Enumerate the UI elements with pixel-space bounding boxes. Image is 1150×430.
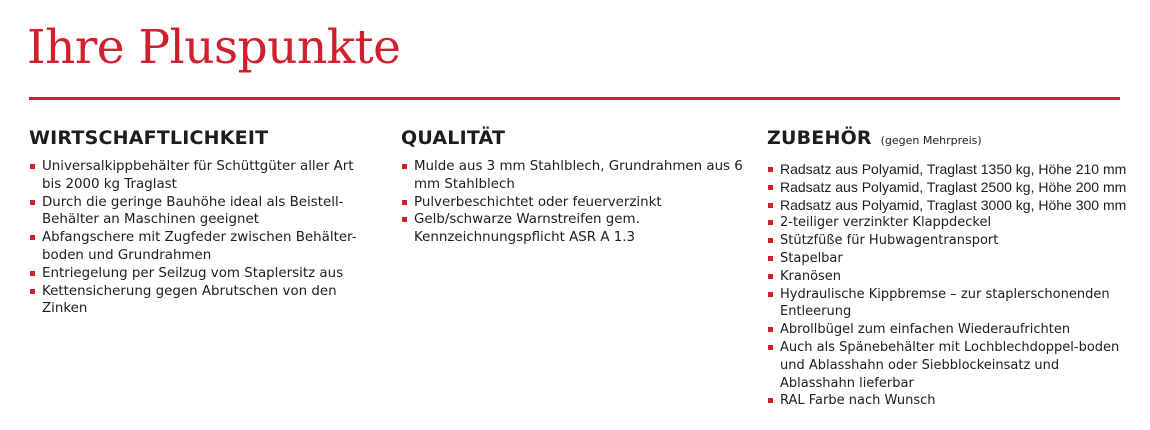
list-item: [767, 250, 1137, 268]
section-heading-text: ZUBEHÖR: [767, 127, 872, 149]
list-item: [29, 265, 374, 283]
list-item: [767, 161, 1137, 179]
list-item-text: Pulverbeschichtet oder feuerverzinkt: [414, 194, 662, 210]
list-item-text: Kranösen: [780, 268, 842, 284]
bullet-square-icon: [402, 200, 407, 205]
list-item-text: Radsatz aus Polyamid, Traglast 3000 kg, Höhe 300 mm: [780, 196, 1127, 213]
bullet-square-icon: [30, 200, 35, 205]
bullet-square-icon: [768, 274, 773, 279]
bullet-list: [401, 158, 746, 247]
list-item: [29, 283, 374, 319]
bullet-list: [29, 158, 374, 318]
bullet-square-icon: [768, 345, 773, 350]
list-item-text: Gelb/schwarze Warnstreifen gem. Kennzeichnungspflicht ASR A 1.3: [414, 212, 640, 246]
list-item-text: Abfangschere mit Zugfeder zwischen Behälter-boden und Grundrahmen: [42, 230, 357, 263]
page-title: Ihre Pluspunkte: [27, 20, 401, 75]
list-item: [767, 268, 1137, 286]
list-item: [29, 158, 374, 194]
list-item-text: Stützfüße für Hubwagentransport: [780, 233, 999, 249]
section-heading: [401, 125, 746, 151]
bullet-square-icon: [30, 271, 35, 276]
list-item: [767, 179, 1137, 197]
column-wirtschaftlichkeit: [29, 125, 374, 318]
list-item: [767, 321, 1137, 339]
list-item: [767, 232, 1137, 250]
title-divider: [29, 97, 1120, 100]
section-heading: [767, 125, 1137, 154]
bullet-square-icon: [768, 203, 773, 208]
section-heading-text: WIRTSCHAFTLICHKEIT: [29, 127, 269, 149]
bullet-square-icon: [768, 398, 773, 403]
list-item: [767, 286, 1137, 322]
column-zubehoer: [767, 125, 1137, 410]
bullet-square-icon: [768, 220, 773, 225]
list-item-text: Auch als Spänebehälter mit Lochblechdoppel-boden und Ablasshahn oder Siebblockeinsatz und Ablasshahn lieferbar: [780, 339, 1120, 391]
bullet-square-icon: [768, 167, 773, 172]
bullet-square-icon: [402, 164, 407, 169]
list-item: [401, 194, 746, 212]
column-qualitaet: [401, 125, 746, 247]
bullet-square-icon: [768, 327, 773, 332]
bullet-square-icon: [768, 185, 773, 190]
bullet-square-icon: [30, 164, 35, 169]
list-item: [401, 211, 746, 247]
list-item-text: Durch die geringe Bauhöhe ideal als Beistell-Behälter an Maschinen geeignet: [42, 194, 344, 228]
bullet-square-icon: [30, 235, 35, 240]
list-item-text: Radsatz aus Polyamid, Traglast 1350 kg, Höhe 210 mm: [780, 161, 1127, 177]
list-item: [401, 158, 746, 194]
list-item-text: Radsatz aus Polyamid, Traglast 2500 kg, Höhe 200 mm: [780, 178, 1127, 195]
list-item: [29, 194, 374, 230]
list-item-text: Mulde aus 3 mm Stahlblech, Grundrahmen aus 6 mm Stahlblech: [414, 159, 743, 192]
list-item-text: Kettensicherung gegen Abrutschen von den Zinken: [42, 283, 337, 317]
list-item: [767, 214, 1137, 232]
bullet-square-icon: [768, 292, 773, 297]
list-item: [29, 229, 374, 265]
list-item: [767, 197, 1137, 215]
bullet-square-icon: [30, 289, 35, 294]
bullet-list: [767, 161, 1137, 410]
list-item: [767, 392, 1137, 410]
bullet-square-icon: [402, 217, 407, 222]
section-heading-note: (gegen Mehrpreis): [880, 134, 982, 147]
section-heading: [29, 125, 374, 151]
list-item-text: Hydraulische Kippbremse – zur staplerschonenden Entleerung: [780, 286, 1110, 320]
bullet-square-icon: [768, 238, 773, 243]
list-item-text: RAL Farbe nach Wunsch: [780, 393, 936, 409]
list-item: [767, 339, 1137, 392]
list-item-text: Stapelbar: [780, 250, 843, 266]
list-item-text: Entriegelung per Seilzug vom Staplersitz aus: [42, 265, 344, 281]
list-item-text: 2-teiliger verzinkter Klappdeckel: [780, 215, 992, 231]
section-heading-text: QUALITÄT: [401, 127, 506, 149]
bullet-square-icon: [768, 256, 773, 261]
list-item-text: Abrollbügel zum einfachen Wiederaufrichten: [780, 322, 1071, 338]
list-item-text: Universalkippbehälter für Schüttgüter aller Art bis 2000 kg Traglast: [42, 159, 354, 192]
